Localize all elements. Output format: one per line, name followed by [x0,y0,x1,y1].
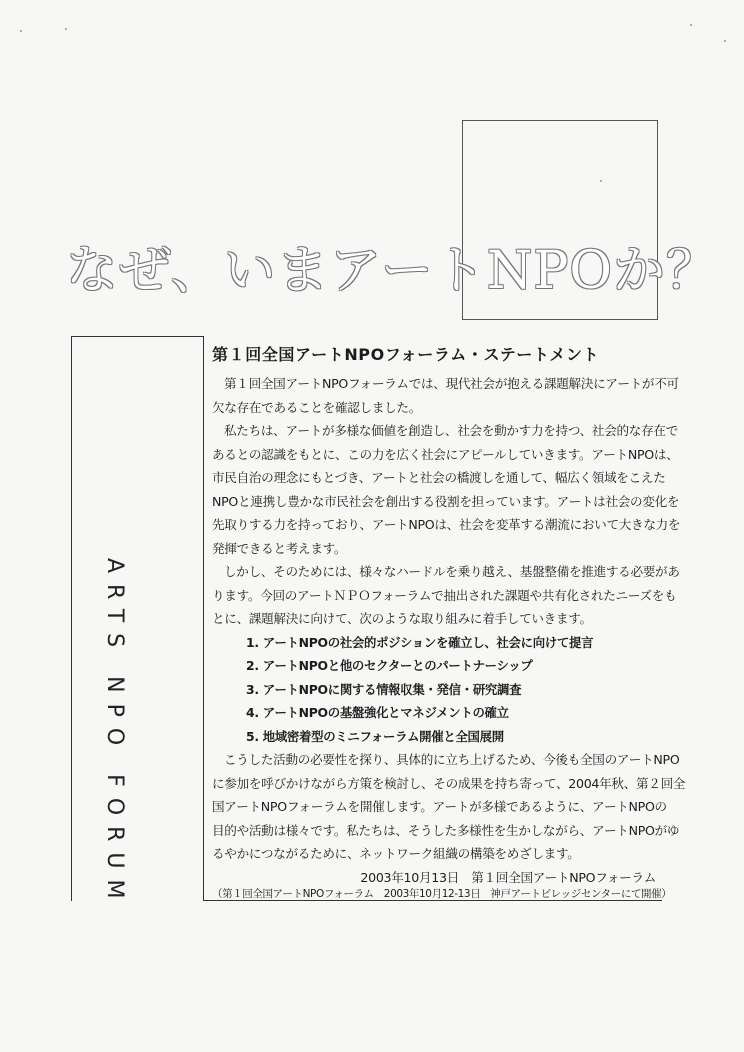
text-line: ります。今回のアートＮＰＯフォーラムで抽出された課題や共有化されたニーズをも [212,587,677,603]
text-line: 目的や活動は様々です。私たちは、そうした多様性を生かしながら、アートNPOがゆ [212,822,680,838]
scan-speck [65,28,67,30]
paragraph-3 [212,560,680,631]
text-line: とに、課題解決に向けて、次のような取り組みに着手していきます。 [212,611,592,626]
page-title: なぜ、いまアートNPOか？ [66,241,719,301]
text-line: あるとの認識をもとに、この力を広く社会にアピールしていきます。アートNPOは、 [212,446,679,462]
text-line: 欠な存在であることを確認しました。 [212,399,421,415]
text-line: に参加を呼びかけながら方策を検討し、その成果を持ち寄って、2004年秋、第２回全 [212,775,686,791]
list-item: 1. アートNPOの社会的ポジションを確立し、社会に向けて提言 [246,634,594,650]
footnote: （第１回全国アートNPOフォーラム 2003年10月12-13日 神戸アートビレッジセンターにて開催） [212,888,672,900]
statement-heading: 第１回全国アートNPOフォーラム・ステートメント [212,345,600,364]
scan-speck [20,30,22,32]
text-line: 国アートNPOフォーラムを開催します。アートが多様であるように、アートNPOの [212,799,667,814]
list-item: 3. アートNPOに関する情報収集・発信・研究調査 [246,681,522,697]
list-item: 5. 地域密着型のミニフォーラム開催と全国展開 [246,728,504,744]
scan-speck [690,24,692,26]
text-line: 第１回全国アートNPOフォーラムでは、現代社会が抱える課題解決にアートが不可 [224,376,679,391]
paragraph-2 [212,419,681,560]
action-list [212,631,662,749]
sidebar-frame [71,336,204,901]
paragraph-4 [212,748,686,866]
list-item: 2. アートNPOと他のセクターとのパートナーシップ [246,658,533,673]
text-line: 市民自治の理念にもとづき、アートと社会の橋渡しを通して、幅広く領域をこえた [212,470,666,485]
sidebar-label: ARTS NPO FORUM [102,558,127,910]
signature: 2003年10月13日 第１回全国アートNPOフォーラム [360,869,656,885]
statement-body [212,372,686,889]
text-line: しかし、そのためには、様々なハードルを乗り越え、基盤整備を推進する必要があ [224,564,680,579]
text-line: るやかにつながるために、ネットワーク組織の構築をめざします。 [212,846,580,861]
text-line: 先取りする力を持っており、アートNPOは、社会を変革する潮流において大きな力を [212,517,681,532]
text-line: NPOと連携し豊かな市民社会を創出する役割を担っています。アートは社会の変化を [212,493,680,509]
scan-speck [724,40,726,42]
text-line: こうした活動の必要性を探り、具体的に立ち上げるため、今後も全国のアートNPO [224,752,680,767]
paragraph-1 [212,372,679,419]
list-item: 4. アートNPOの基盤強化とマネジメントの確立 [246,705,509,720]
text-line: 発揮できると考えます。 [212,540,347,556]
text-line: 私たちは、アートが多様な価値を創造し、社会を動かす力を持つ、社会的な存在で [224,423,678,438]
